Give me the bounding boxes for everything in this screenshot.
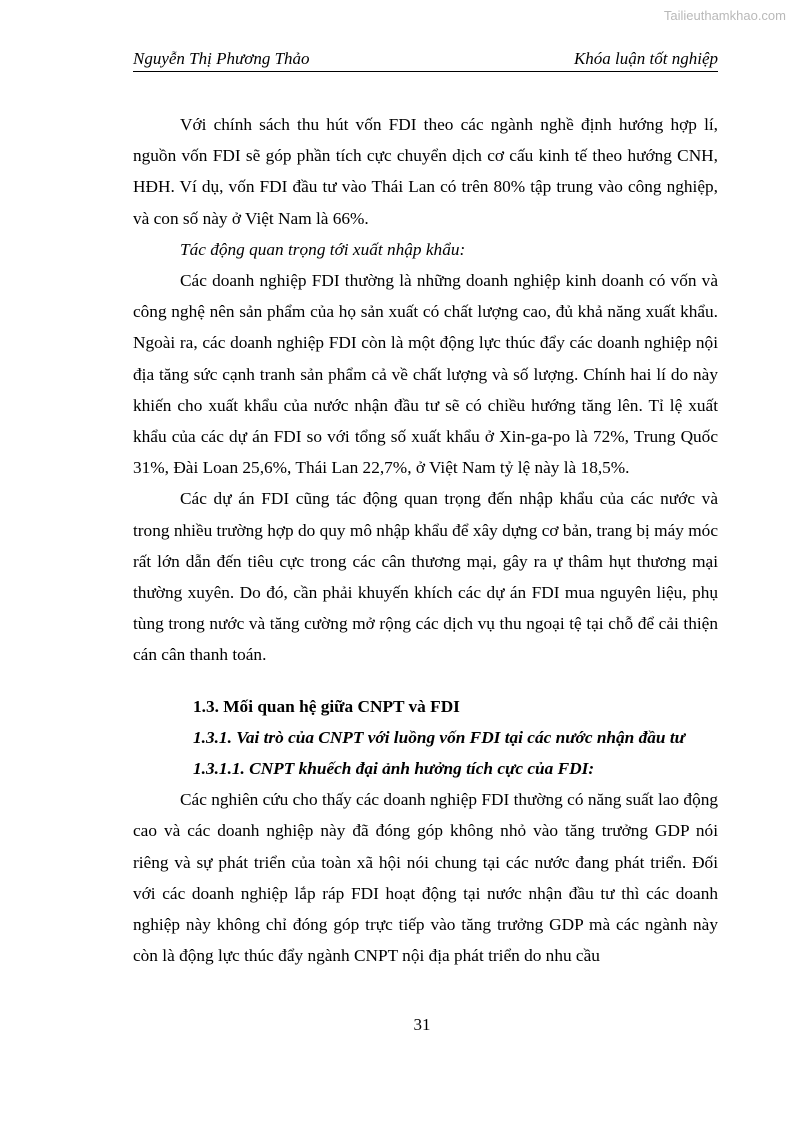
header-doc-type: Khóa luận tốt nghiệp [573,49,718,68]
page-body [133,109,718,971]
subsubsection-heading: 1.3.1.1. CNPT khuếch đại ảnh hưởng tích cực của FDI: [193,759,595,779]
watermark: Tailieuthamkhao.com [663,8,786,23]
paragraph: Các doanh nghiệp FDI thường là những doanh nghiệp kinh doanh có vốn và công nghệ nên sản phẩm của họ sản xuất có chất lượng cao, đủ khả năng xuất khẩu. Ngoài ra, các doanh nghiệp FDI còn là một động lực thúc đẩy các doanh nghiệp nội địa tăng sức cạnh tranh sản phẩm cả về chất lượng và số lượng. Chính hai lí do này khiến cho xuất khẩu của nước nhận đầu tư sẽ có chiều hướng tăng lên. Tỉ lệ xuất khẩu của các dự án FDI so với tổng số xuất khẩu ở Xin-ga-po là 72%, Trung Quốc 31%, Đài Loan 25,6%, Thái Lan 22,7%, ở Việt Nam tỷ lệ này là 18,5%. [133,271,718,478]
page-header [133,47,718,72]
section-heading: 1.3. Mối quan hệ giữa CNPT và FDI [193,696,460,716]
italic-subheading: Tác động quan trọng tới xuất nhập khẩu: [180,239,466,259]
subsection-heading: 1.3.1. Vai trò của CNPT với luồng vốn FDI tại các nước nhận đầu tư [193,727,685,747]
paragraph: Các dự án FDI cũng tác động quan trọng đến nhập khẩu của các nước và trong nhiều trường hợp do quy mô nhập khẩu để xây dựng cơ bản, trang bị máy móc rất lớn dẫn đến tiêu cực trong các cân thương mại, gây ra ự thâm hụt thương mại thường xuyên. Do đó, cần phải khuyến khích các dự án FDI mua nguyên liệu, phụ tùng trong nước và tăng cường mở rộng các dịch vụ thu ngoại tệ tại chỗ để cải thiện cán cân thanh toán. [133,489,718,665]
header-author: Nguyễn Thị Phương Thảo [133,49,310,68]
paragraph: Các nghiên cứu cho thấy các doanh nghiệp FDI thường có năng suất lao động cao và các doanh nghiệp này đã đóng góp không nhỏ vào tăng trưởng GDP nói riêng và sự phát triển của toàn xã hội nói chung tại các nước đang phát triển. Đối với các doanh nghiệp lắp ráp FDI hoạt động tại nước nhận đầu tư thì các doanh nghiệp này không chỉ đóng góp trực tiếp vào tăng trưởng GDP mà các ngành này còn là động lực thúc đẩy ngành CNPT nội địa phát triển do nhu cầu [133,790,718,966]
page-number: 31 [413,1015,431,1034]
paragraph: Với chính sách thu hút vốn FDI theo các ngành nghề định hướng hợp lí, nguồn vốn FDI sẽ góp phần tích cực chuyển dịch cơ cấu kinh tế theo hướng CNH, HĐH. Ví dụ, vốn FDI đầu tư vào Thái Lan có trên 80% tập trung vào công nghiệp, và con số này ở Việt Nam là 66%. [133,115,718,228]
section-spacer [133,671,718,691]
